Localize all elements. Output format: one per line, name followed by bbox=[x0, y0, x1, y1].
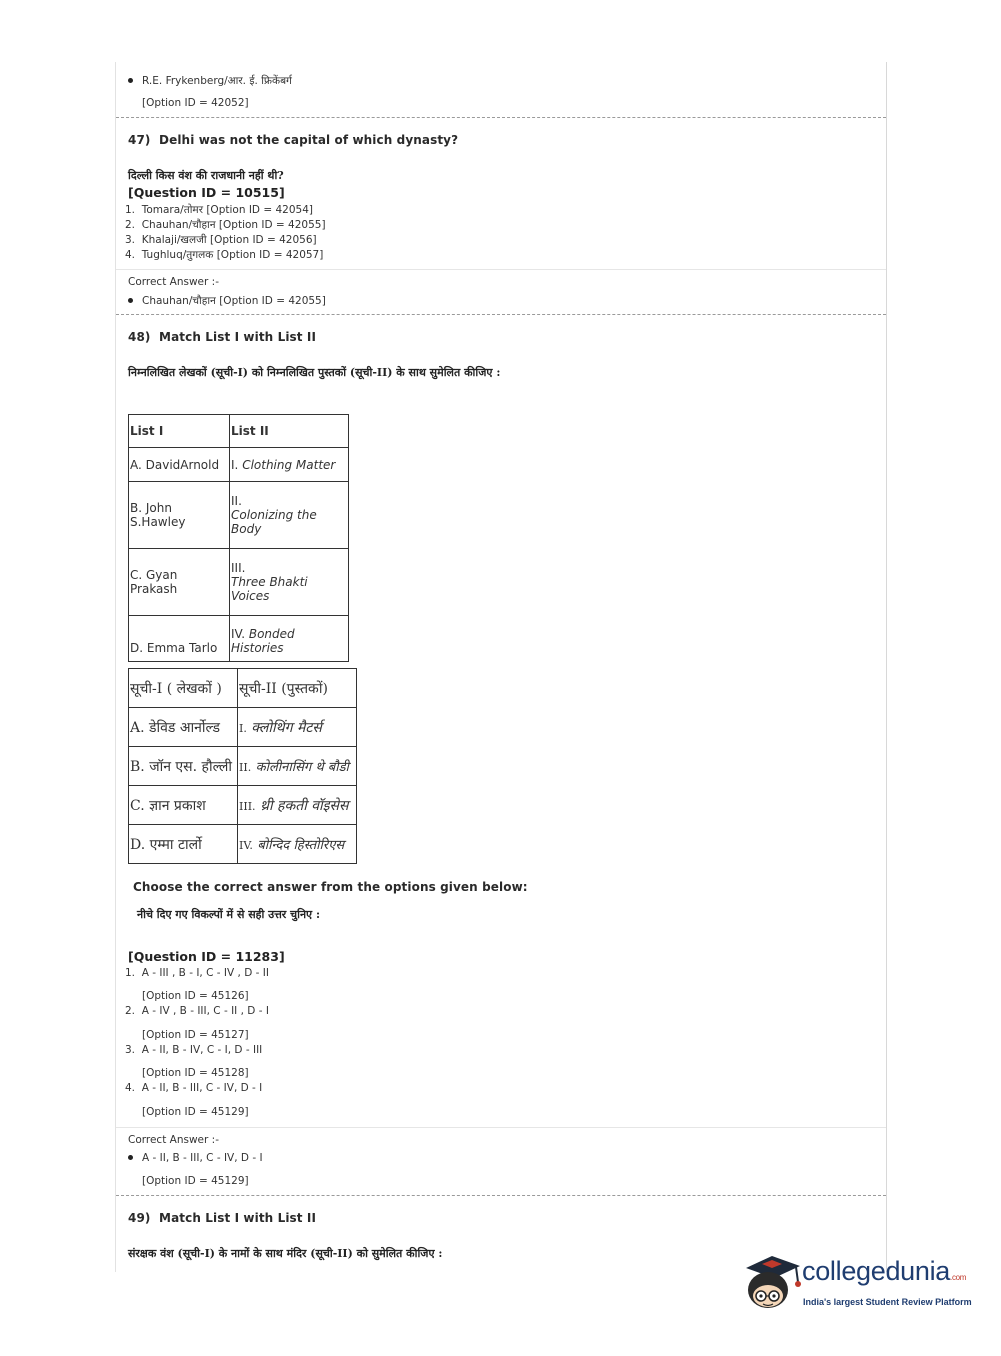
q47-correct-answer: Chauhan/चौहान [Option ID = 42055] bbox=[128, 294, 326, 308]
q47-option-2: 2. Chauhan/चौहान [Option ID = 42055] bbox=[125, 219, 326, 231]
table-cell: C. Gyan Prakash bbox=[129, 549, 230, 616]
table-header: List II bbox=[230, 415, 349, 448]
q48-correct-id: [Option ID = 45129] bbox=[142, 1175, 249, 1187]
question-separator bbox=[116, 117, 886, 118]
table-header: List I bbox=[129, 415, 230, 448]
q48-hindi: निम्नलिखित लेखकों (सूची-I) को निम्नलिखित पुस्तकों (सूची-II) के साथ सुमेलित कीजिए : bbox=[128, 366, 501, 379]
logo-dotcom: .com bbox=[950, 1273, 967, 1282]
mascot-icon bbox=[742, 1252, 804, 1314]
q47-hindi: दिल्ली किस वंश की राजधानी नहीं थी? bbox=[128, 169, 284, 182]
table-cell: I. Clothing Matter bbox=[230, 448, 349, 482]
question-separator bbox=[116, 314, 886, 315]
q48-option-4-id: [Option ID = 45129] bbox=[142, 1106, 249, 1118]
table-cell: IV. Bonded Histories bbox=[230, 616, 349, 662]
bullet-icon bbox=[128, 1155, 133, 1160]
q48-table-english bbox=[128, 414, 349, 662]
q47-option-1: 1. Tomara/तोमर [Option ID = 42054] bbox=[125, 204, 313, 216]
table-cell: II. कोलीनासिंग थे बौडी bbox=[238, 747, 357, 786]
q47-option-3: 3. Khalaji/खलजी [Option ID = 42056] bbox=[125, 234, 317, 246]
q47-correct-label: Correct Answer :- bbox=[128, 276, 219, 288]
q48-option-2: 2. A - IV , B - III, C - II , D - I bbox=[125, 1005, 269, 1017]
prev-correct-option: R.E. Frykenberg/आर. ई. फ्रिकेंबर्ग bbox=[128, 74, 292, 88]
bullet-icon bbox=[128, 298, 133, 303]
table-cell: III. Three Bhakti Voices bbox=[230, 549, 349, 616]
question-separator bbox=[116, 1195, 886, 1196]
q48-option-1: 1. A - III , B - I, C - IV , D - II bbox=[125, 967, 269, 979]
table-cell: B. जॉन एस. हौल्ली bbox=[129, 747, 238, 786]
logo-name: collegedunia bbox=[802, 1256, 951, 1286]
table-cell: B. John S.Hawley bbox=[129, 482, 230, 549]
bullet-icon bbox=[128, 78, 133, 83]
table-cell: III. थ्री हकती वॉइसेस bbox=[238, 786, 357, 825]
q47-title: 47) Delhi was not the capital of which dynasty? bbox=[128, 133, 459, 147]
q48-option-2-id: [Option ID = 45127] bbox=[142, 1029, 249, 1041]
q48-title: 48) Match List I with List II bbox=[128, 330, 317, 344]
table-cell: I. क्लोथिंग मैटर्स bbox=[238, 708, 357, 747]
table-header: सूची-II (पुस्तकों) bbox=[238, 669, 357, 708]
q47-question-id: [Question ID = 10515] bbox=[128, 185, 285, 200]
table-cell: C. ज्ञान प्रकाश bbox=[129, 786, 238, 825]
q48-option-3: 3. A - II, B - IV, C - I, D - III bbox=[125, 1044, 263, 1056]
q48-option-1-id: [Option ID = 45126] bbox=[142, 990, 249, 1002]
table-cell: A. DavidArnold bbox=[129, 448, 230, 482]
q48-choose-text: Choose the correct answer from the options given below: bbox=[133, 880, 528, 894]
question-page bbox=[115, 62, 887, 1272]
logo-tagline: India's largest Student Review Platform bbox=[803, 1297, 972, 1307]
table-cell: IV. बोन्दिद हिस्तोरिएस bbox=[238, 825, 357, 864]
table-cell: II. Colonizing the Body bbox=[230, 482, 349, 549]
q48-question-id: [Question ID = 11283] bbox=[128, 949, 285, 964]
q47-option-4: 4. Tughluq/तुगलक [Option ID = 42057] bbox=[125, 249, 324, 261]
q48-option-3-id: [Option ID = 45128] bbox=[142, 1067, 249, 1079]
answer-divider bbox=[116, 1127, 886, 1128]
table-header: सूची-I ( लेखकों ) bbox=[129, 669, 238, 708]
q48-correct-label: Correct Answer :- bbox=[128, 1134, 219, 1146]
q48-correct-answer: A - II, B - III, C - IV, D - I bbox=[128, 1152, 263, 1164]
q48-choose-hindi: नीचे दिए गए विकल्पों में से सही उत्तर चुनिए : bbox=[137, 908, 321, 921]
q48-table-hindi bbox=[128, 668, 357, 864]
table-cell: A. डेविड आर्नोल्ड bbox=[129, 708, 238, 747]
prev-option-id: [Option ID = 42052] bbox=[142, 97, 249, 109]
q48-option-4: 4. A - II, B - III, C - IV, D - I bbox=[125, 1082, 263, 1094]
table-cell: D. एम्मा टार्लो bbox=[129, 825, 238, 864]
q49-hindi: संरक्षक वंश (सूची-I) के नामों के साथ मंदिर (सूची-II) को सुमेलित कीजिए : bbox=[128, 1247, 443, 1260]
collegedunia-logo bbox=[742, 1250, 972, 1320]
answer-divider bbox=[116, 269, 886, 270]
table-cell: D. Emma Tarlo bbox=[129, 616, 230, 662]
q49-title: 49) Match List I with List II bbox=[128, 1211, 317, 1225]
